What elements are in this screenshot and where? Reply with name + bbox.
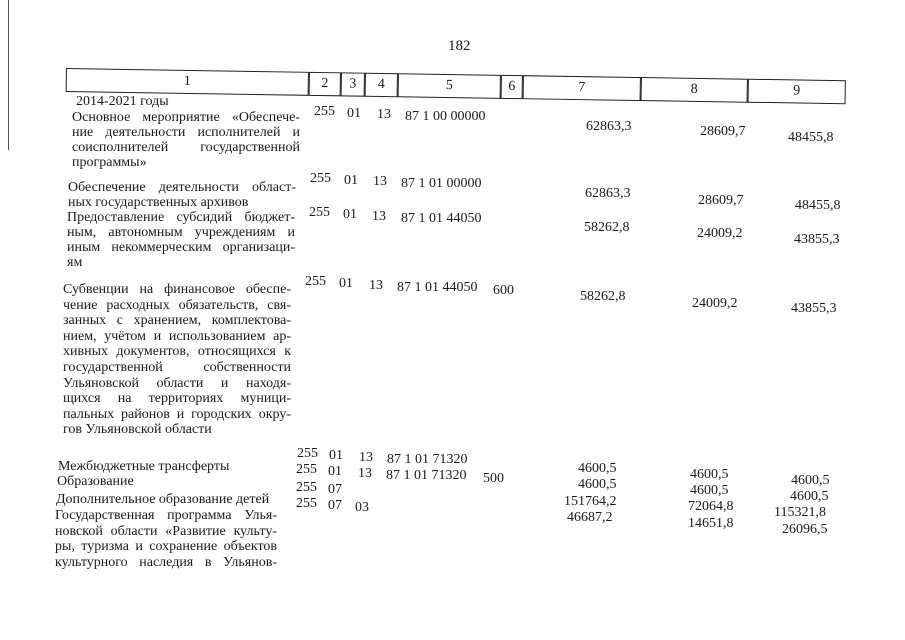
cell-value-9: 4600,5 [791, 473, 830, 488]
cell-value-7: 4600,5 [578, 477, 617, 492]
cell-pr: 13 [377, 107, 391, 122]
scan-edge-line [8, 0, 9, 150]
cell-grbs: 255 [305, 274, 326, 289]
cell-rz: 07 [328, 482, 342, 497]
cell-value-8: 14651,8 [688, 516, 734, 531]
cell-pr: 13 [359, 450, 373, 465]
header-col-1: 1 [66, 68, 309, 96]
cell-value-9: 115321,8 [774, 505, 826, 520]
cell-vr: 500 [483, 471, 504, 486]
header-col-3: 3 [341, 72, 365, 96]
header-col-6: 6 [501, 75, 523, 99]
cell-csr: 87 1 00 00000 [405, 109, 486, 124]
row-description: 2014-2021 годы [76, 94, 169, 109]
row-description: Субвенции на финансовое обеспе- чение расходных обязательств, свя- занных с хранением, комплектова- нием, учётом и использованием ар- хивных документов, относящихся к государственной собственности Ульяновской области и находя- щихся на территориях муници- пальных районов и городских окру- гов Ульяновской области [63, 282, 291, 438]
header-col-2: 2 [309, 72, 341, 96]
cell-rz: 01 [347, 106, 361, 121]
row-description: Межбюджетные трансферты [58, 459, 230, 474]
page-number: 182 [448, 38, 471, 54]
cell-csr: 87 1 01 71320 [387, 452, 468, 467]
cell-value-8: 24009,2 [692, 296, 738, 311]
cell-csr: 87 1 01 44050 [401, 211, 482, 226]
row-description: Образование [57, 474, 134, 489]
cell-value-7: 58262,8 [580, 289, 626, 304]
cell-grbs: 255 [309, 205, 330, 220]
cell-grbs: 255 [296, 480, 317, 495]
header-col-7: 7 [523, 75, 641, 101]
cell-value-9: 48455,8 [795, 198, 841, 213]
cell-value-8: 4600,5 [690, 483, 729, 498]
cell-value-8: 24009,2 [697, 226, 743, 241]
cell-csr: 87 1 01 00000 [401, 176, 482, 191]
cell-value-7: 151764,2 [564, 494, 617, 509]
row-description: Обеспечение деятельности област- ных государственных архивов [68, 180, 296, 210]
cell-grbs: 255 [297, 446, 318, 461]
cell-value-8: 4600,5 [690, 467, 729, 482]
cell-grbs: 255 [314, 104, 335, 119]
cell-rz: 01 [339, 276, 353, 291]
row-description: Дополнительное образование детей [56, 492, 270, 507]
cell-rz: 01 [328, 464, 342, 479]
cell-value-8: 72064,8 [688, 499, 734, 514]
cell-value-8: 28609,7 [700, 124, 746, 139]
cell-value-7: 58262,8 [584, 220, 630, 235]
cell-value-9: 4600,5 [790, 489, 829, 504]
cell-csr: 87 1 01 44050 [397, 280, 478, 295]
cell-value-8: 28609,7 [698, 193, 744, 208]
header-col-9: 9 [748, 79, 846, 105]
row-description: Предоставление субсидий бюджет- ным, автономным учреждениям и иным некоммерческим организаци- ям [67, 210, 295, 270]
cell-rz: 01 [343, 207, 357, 222]
header-col-4: 4 [365, 73, 398, 98]
row-description: Государственная программа Улья- новской области «Развитие культу- ры, туризма и сохранение объектов культурного наследия в Ульянов- [55, 508, 277, 570]
header-col-8: 8 [641, 77, 748, 103]
cell-pr: 03 [355, 500, 369, 515]
cell-value-9: 43855,3 [791, 301, 837, 316]
cell-grbs: 255 [310, 171, 331, 186]
cell-value-7: 62863,3 [586, 119, 632, 134]
cell-rz: 07 [328, 498, 342, 513]
cell-pr: 13 [358, 466, 372, 481]
cell-rz: 01 [344, 173, 358, 188]
cell-value-7: 46687,2 [567, 510, 613, 525]
cell-pr: 13 [369, 278, 383, 293]
header-col-5: 5 [398, 73, 501, 99]
cell-value-9: 26096,5 [782, 522, 828, 537]
cell-value-7: 62863,3 [585, 186, 631, 201]
cell-grbs: 255 [296, 462, 317, 477]
table-header-row [66, 68, 846, 106]
row-description: Основное мероприятие «Обеспече- ние деятельности исполнителей и соисполнителей государственной программы» [72, 110, 300, 170]
cell-value-9: 43855,3 [794, 232, 840, 247]
cell-value-9: 48455,8 [788, 130, 834, 145]
cell-pr: 13 [372, 209, 386, 224]
cell-value-7: 4600,5 [578, 461, 617, 476]
cell-csr: 87 1 01 71320 [386, 468, 467, 483]
cell-grbs: 255 [296, 496, 317, 511]
cell-vr: 600 [493, 283, 514, 298]
cell-rz: 01 [329, 448, 343, 463]
cell-pr: 13 [373, 174, 387, 189]
